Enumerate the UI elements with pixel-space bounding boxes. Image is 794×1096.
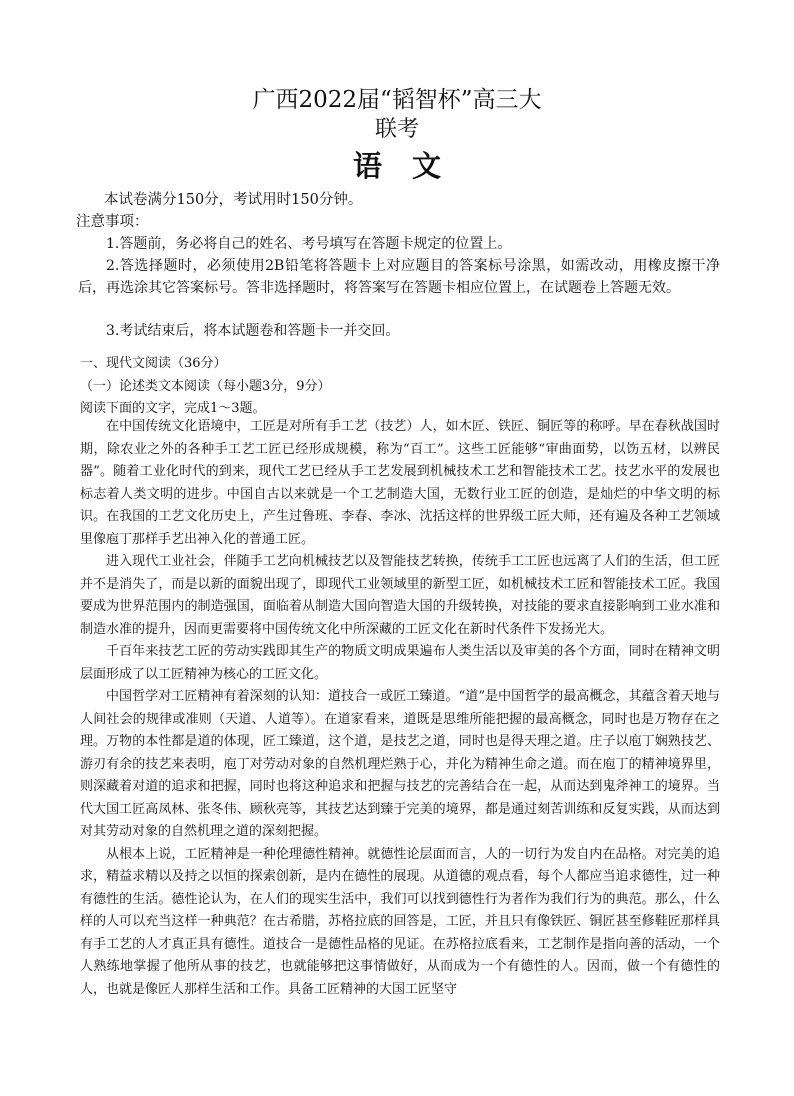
section-subtitle: （一）论述类文本阅读（每小题3分，9分） [80, 379, 331, 394]
passage-paragraph: 在中国传统文化语境中，工匠是对所有手工艺（技艺）人，如木匠、铁匠、铜匠等的称呼。早在春秋战国时期，除农业之外的各种手工艺工匠已经形成规模，称为“百工”。这些工匠能够“审曲面势，以饬五材，以辨民器”。随着工业化时代的到来，现代工艺已经从手工艺发展到机械技术工艺和智能技术工艺。技艺水平的发展也标志着人类文明的进步。中国自古以来就是一个工艺制造大国，无数行业工匠的创造，是灿烂的中华文明的标识。在我国的工艺文化历史上，产生过鲁班、李春、李冰、沈括这样的世界级工匠大师，还有遍及各种工艺领域里像庖丁那样手艺出神入化的普通工匠。 [80, 419, 720, 547]
subject-title: 语文 [352, 149, 471, 183]
notice-item: 1.答题前，务必将自己的姓名、考号填写在答题卡规定的位置上。 [106, 236, 512, 252]
reading-passage [80, 416, 720, 1001]
reading-instruction: 阅读下面的文字，完成1～3题。 [80, 401, 266, 416]
notice-item: 2.答选择题时，必须使用2B铅笔将答题卡上对应题目的答案标号涂黑，如需改动，用橡皮擦干净后，再选涂其它答案标号。答非选择题时，将答案写在答题卡相应位置上，在试题卷上答题无效。 [78, 258, 720, 296]
exam-title: 广西2022届“韬智杯”高三大 [252, 87, 542, 113]
notice-heading: 注意事项： [76, 214, 149, 230]
passage-paragraph: 千百年来技艺工匠的劳动实践即其生产的物质文明成果遍布人类生活以及审美的各个方面，同时在精神文明层面形成了以工匠精神为核心的工匠文化。 [80, 644, 720, 682]
passage-paragraph: 中国哲学对工匠精神有着深刻的认知：道技合一或匠工臻道。“道”是中国哲学的最高概念，其蕴含着天地与人间社会的规律或准则（天道、人道等）。在道家看来，道既是思维所能把握的最高概念，同时也是万物存在之理。万物的本性都是道的体现，匠工臻道，这个道，是技艺之道，同时也是得天理之道。庄子以庖丁娴熟技艺、游刃有余的技艺来表明，庖丁对劳动对象的自然机理烂熟于心，并化为精神生命之道。而在庖丁的精神境界里，则深藏着对道的追求和把握，同时也将这种追求和把握与技艺的完善结合在一起，从而达到鬼斧神工的境界。当代大国工匠高凤林、张冬伟、顾秋亮等，其技艺达到臻于完美的境界，都是通过刻苦训练和反复实践，从而达到对其劳动对象的自然机理之道的深刻把握。 [80, 689, 720, 839]
part-title: 一、现代文阅读（36分） [80, 356, 227, 371]
passage-paragraph: 从根本上说，工匠精神是一种伦理德性精神。就德性论层面而言，人的一切行为发自内在品格。对完美的追求，精益求精以及持之以恒的探索创新，是内在德性的展现。从道德的观点看，每个人都应当追求德性，过一种有德性的生活。德性论认为，在人们的现实生活中，我们可以找到德性行为者作为我们行为的典范。那么，什么样的人可以充当这样一种典范？在古希腊，苏格拉底的回答是，工匠，并且只有像铁匠、铜匠甚至修鞋匠那样具有手工艺的人才真正具有德性。道技合一是德性品格的见证。在苏格拉底看来，工艺制作是指向善的活动，一个人熟练地掌握了他所从事的技艺，也就能够把这事情做好，从而成为一个有德性的人。因而，做一个有德性的人，也就是像匠人那样生活和工作。具备工匠精神的大国工匠坚守 [80, 846, 720, 997]
passage-paragraph: 进入现代工业社会，伴随手工艺向机械技艺以及智能技艺转换，传统手工工匠也远离了人们的生活，但工匠并不是消失了，而是以新的面貌出现了，即现代工业领域里的新型工匠，如机械技术工匠和智能技术工匠。我国要成为世界范围内的制造强国，面临着从制造大国向智造大国的升级转换，对技能的要求直接影响到工业水准和制造水准的提升，因而更需要将中国传统文化中所深藏的工匠文化在新时代条件下发扬光大。 [80, 554, 720, 637]
exam-title-continued: 联考 [374, 117, 419, 142]
exam-info: 本试卷满分150分，考试用时150分钟。 [104, 192, 363, 208]
notice-item: 3.考试结束后，将本试题卷和答题卡一并交回。 [106, 323, 400, 339]
